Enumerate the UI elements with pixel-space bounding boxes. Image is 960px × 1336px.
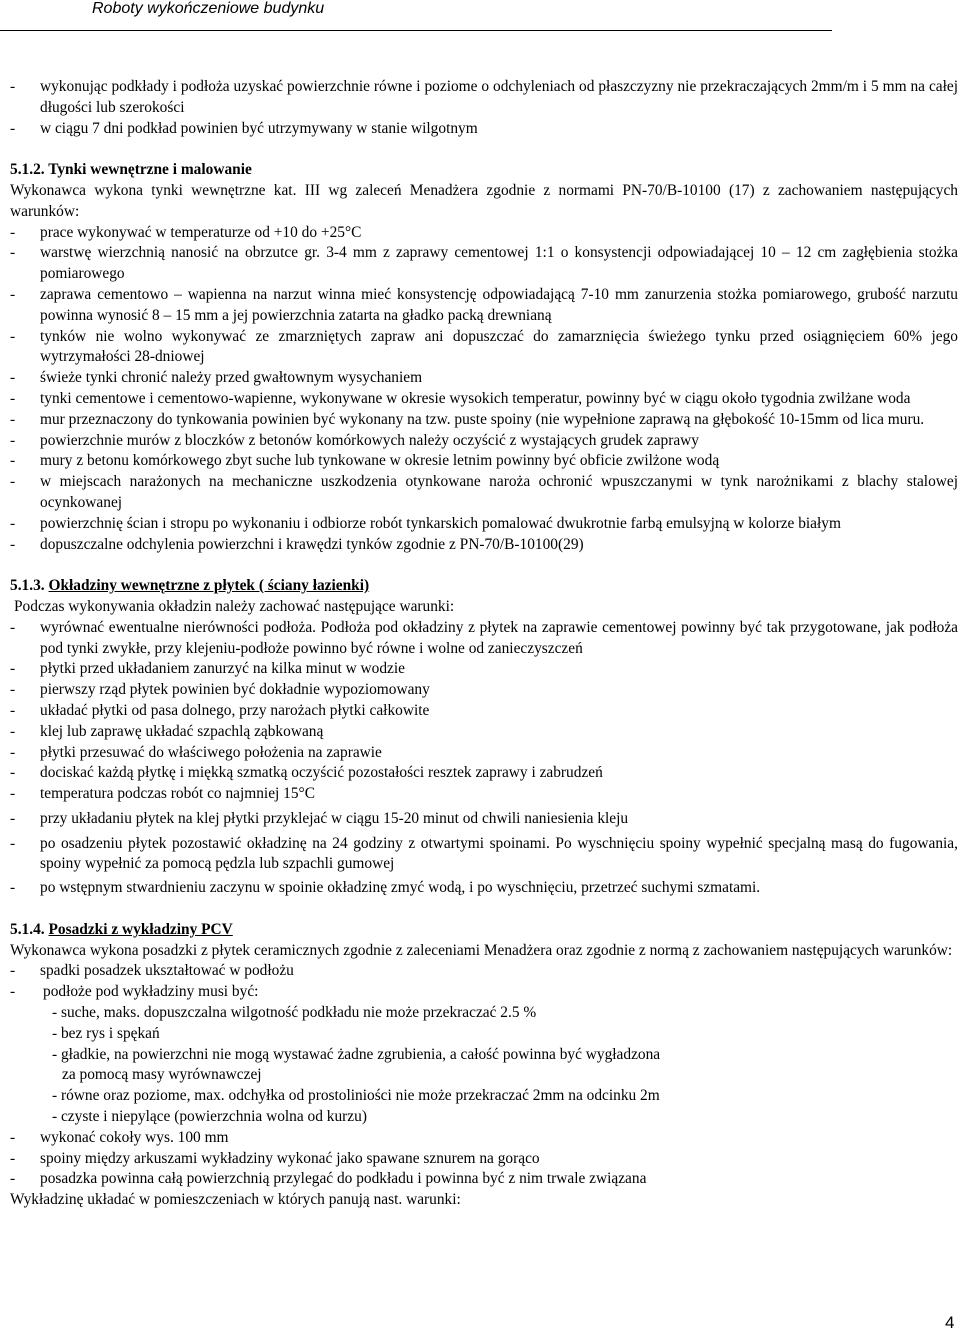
dash: - <box>10 244 16 262</box>
list-item <box>10 431 958 452</box>
header-title: Roboty wykończeniowe budynku <box>92 0 325 17</box>
sub-item: - czyste i niepylące (powierzchnia wolna od kurzu) <box>52 1108 367 1126</box>
list-item <box>10 784 958 805</box>
section-number: 5.1.4. <box>10 920 45 938</box>
dash: - <box>10 514 16 532</box>
list-item-text: świeże tynki chronić należy przed gwałtownym wysychaniem <box>40 369 423 387</box>
page-header <box>0 0 960 31</box>
sub-item: za pomocą masy wyrównawczej <box>62 1066 262 1084</box>
list-item-text: mur przeznaczony do tynkowania powinien być wykonany na tzw. puste spoiny (nie wypełnione zaprawą na głębokość 10-15mm od lica muru. <box>40 410 925 428</box>
dash: - <box>10 701 16 719</box>
list-item-text: dociskać każdą płytkę i miękką szmatką oczyścić pozostałości resztek zaprawy i zabrudzeń <box>40 764 603 782</box>
section-title: Okładziny wewnętrzne z płytek ( ściany łazienki) <box>48 577 370 595</box>
dash: - <box>10 983 16 1001</box>
list-item-text: podłoże pod wykładziny musi być: <box>43 983 259 1001</box>
list-item-text: w ciągu 7 dni podkład powinien być utrzymywany w stanie wilgotnym <box>40 119 478 137</box>
list-item <box>10 722 958 743</box>
section-intro: Wykonawca wykona posadzki z płytek ceramicznych zgodnie z zaleceniami Menadżera oraz zgodnie z normą z zachowaniem następujących warunków: <box>10 941 953 959</box>
list-item <box>10 223 958 244</box>
list-item-text: płytki przed układaniem zanurzyć na kilka minut w wodzie <box>40 660 405 678</box>
list-item <box>10 763 958 784</box>
list-item-text: wyrównać ewentualne nierówności podłoża. Podłoża pod okładziny z płytek na zaprawie cementowej powinny być tak przygotowane, jak podłoża pod tynki zwykłe, przy klejeniu-podłoże powinno być równe i wolne od zanieczyszczeń <box>40 618 958 657</box>
list-item-text: klej lub zaprawę układać szpachlą ząbkowaną <box>40 722 324 740</box>
dash: - <box>10 223 16 241</box>
section-intro: Podczas wykonywania okładzin należy zachować następujące warunki: <box>14 597 455 615</box>
list-item <box>10 1149 958 1170</box>
list-item <box>10 834 958 876</box>
dash: - <box>10 743 16 761</box>
closing-line: Wykładzinę układać w pomieszczeniach w których panują nast. warunki: <box>10 1191 461 1209</box>
dash: - <box>10 879 16 897</box>
list-item-text: przy układaniu płytek na klej płytki przyklejać w ciągu 15-20 minut od chwili naniesienia kleju <box>40 809 629 827</box>
list-item-text: tynki cementowe i cementowo-wapienne, wykonywane w okresie wysokich temperatur, powinny być w ciągu około tygodnia zwilżane woda <box>40 389 911 407</box>
sub-item: - równe oraz poziome, max. odchyłka od prostoliniości nie może przekraczać 2mm na odcinku 2m <box>52 1087 660 1105</box>
list-item <box>10 1169 958 1190</box>
dash: - <box>10 681 16 699</box>
dash: - <box>10 78 16 95</box>
list-item <box>10 878 958 899</box>
list-item <box>10 285 958 327</box>
section-heading-5-1-3 <box>10 576 958 597</box>
list-item <box>10 451 958 472</box>
dash: - <box>10 327 16 345</box>
dash: - <box>10 764 16 782</box>
list-item-text: spadki posadzek ukształtować w podłożu <box>40 962 294 980</box>
list-item-text: mury z betonu komórkowego zbyt suche lub tynkowane w okresie letnim powinny być obficie zwilżone wodą <box>40 452 720 470</box>
dash: - <box>10 452 16 470</box>
dash: - <box>10 660 16 678</box>
list-item-text: powierzchnię ścian i stropu po wykonaniu i odbiorze robót tynkarskich pomalować dwukrotnie farbą emulsyjną w kolorze białym <box>40 514 841 532</box>
list-item-text: tynków nie wolno wykonywać ze zmarzniętych zapraw ani dopuszczać do zamarznięcia świeżego tynku przed osiągnięciem 60% jego wytrzymałości 28-dniowej <box>40 327 958 366</box>
list-item <box>10 368 958 389</box>
list-item-text: układać płytki od pasa dolnego, przy narożach płytki całkowite <box>40 701 430 719</box>
dash: - <box>10 1128 16 1146</box>
section-title: Posadzki z wykładziny PCV <box>48 920 233 938</box>
list-item <box>10 119 958 140</box>
page-number: 4 <box>945 1313 955 1332</box>
list-item-text: wykonać cokoły wys. 100 mm <box>40 1128 229 1146</box>
list-item-text: zaprawa cementowo – wapienna na narzut winna mieć konsystencję odpowiadającą 7-10 mm zanurzenia stożka pomiarowego, grubość narzutu powinna wynosić 8 – 15 mm a jej powierzchnia zatarta na gładko packą drewnianą <box>40 285 958 324</box>
list-item-text: po osadzeniu płytek pozostawić okładzinę na 24 godziny z otwartymi spoinami. Po wyschnięciu spoiny wypełnić specjalną masą do fugowania, spoiny wypełnić za pomocą pędzla lub szpachli gumowej <box>40 834 958 873</box>
dash: - <box>10 1149 16 1167</box>
section-intro: Wykonawca wykona tynki wewnętrzne kat. III wg zaleceń Menadżera zgodnie z normami PN-70/B-10100 (17) z zachowaniem następujących warunków: <box>10 181 958 220</box>
list-item-text: prace wykonywać w temperaturze od +10 do +25°C <box>40 223 362 241</box>
dash: - <box>10 431 16 449</box>
list-item <box>10 982 958 1003</box>
dash: - <box>10 785 16 803</box>
list-item <box>10 514 958 535</box>
section-number: 5.1.3. <box>10 577 45 595</box>
dash: - <box>10 809 16 827</box>
dash: - <box>10 535 16 553</box>
section-heading-5-1-4 <box>10 920 958 941</box>
list-item <box>10 77 958 119</box>
list-item-text: posadzka powinna całą powierzchnią przylegać do podkładu i powinna być z nim trwale związana <box>40 1170 647 1188</box>
list-item <box>10 659 958 680</box>
dash: - <box>10 473 16 491</box>
list-item-text: powierzchnie murów z bloczków z betonów komórkowych należy oczyścić z wystających grudek zaprawy <box>40 431 699 449</box>
list-item <box>10 743 958 764</box>
list-item-text: spoiny między arkuszami wykładziny wykonać jako spawane sznurem na gorąco <box>40 1149 540 1167</box>
document-body <box>10 77 958 1211</box>
list-item-text: wykonując podkłady i podłoża uzyskać powierzchnie równe i poziome o odchyleniach od płaszczyzny nie przekraczających 2mm/m i 5 mm na całej długości lub szerokości <box>40 78 958 116</box>
dash: - <box>10 369 16 387</box>
list-item <box>10 961 958 982</box>
dash: - <box>10 119 16 137</box>
list-item-text: po wstępnym stwardnieniu zaczynu w spoinie okładzinę zmyć wodą, i po wyschnięciu, przetrzeć suchymi szmatami. <box>40 879 761 897</box>
list-item <box>10 680 958 701</box>
dash: - <box>10 962 16 980</box>
list-item <box>10 809 958 830</box>
list-item-text: dopuszczalne odchylenia powierzchni i krawędzi tynków zgodnie z PN-70/B-10100(29) <box>40 535 584 553</box>
list-item <box>10 243 958 285</box>
sub-item: - bez rys i spękań <box>52 1024 160 1042</box>
section-heading-5-1-2: 5.1.2. Tynki wewnętrzne i malowanie <box>10 161 252 179</box>
list-item-text: warstwę wierzchnią nanosić na obrzutce gr. 3-4 mm z zaprawy cementowej 1:1 o konsystencji odpowiadającej 10 – 12 cm zagłębienia stożka pomiarowego <box>40 244 958 283</box>
list-item <box>10 389 958 410</box>
list-item <box>10 701 958 722</box>
list-item <box>10 472 958 514</box>
list-item-text: temperatura podczas robót co najmniej 15°C <box>40 785 315 803</box>
dash: - <box>10 618 16 636</box>
header-rule <box>0 30 832 31</box>
dash: - <box>10 834 16 852</box>
dash: - <box>10 285 16 303</box>
dash: - <box>10 410 16 428</box>
list-item <box>10 1128 958 1149</box>
sub-item: - suche, maks. dopuszczalna wilgotność podkładu nie może przekraczać 2.5 % <box>52 1004 537 1022</box>
list-item-text: pierwszy rząd płytek powinien być dokładnie wypoziomowany <box>40 681 430 699</box>
list-item-text: płytki przesuwać do właściwego położenia na zaprawie <box>40 743 382 761</box>
dash: - <box>10 1170 16 1188</box>
dash: - <box>10 722 16 740</box>
list-item <box>10 410 958 431</box>
list-item <box>10 535 958 556</box>
sub-item: - gładkie, na powierzchni nie mogą wystawać żadne zgrubienia, a całość powinna być wygładzona <box>52 1045 661 1063</box>
dash: - <box>10 389 16 407</box>
list-item <box>10 327 958 369</box>
list-item <box>10 618 958 660</box>
list-item-text: w miejscach narażonych na mechaniczne uszkodzenia otynkowane naroża ochronić wpuszczanymi w tynk narożnikami z blachy stalowej ocynkowanej <box>40 473 958 511</box>
